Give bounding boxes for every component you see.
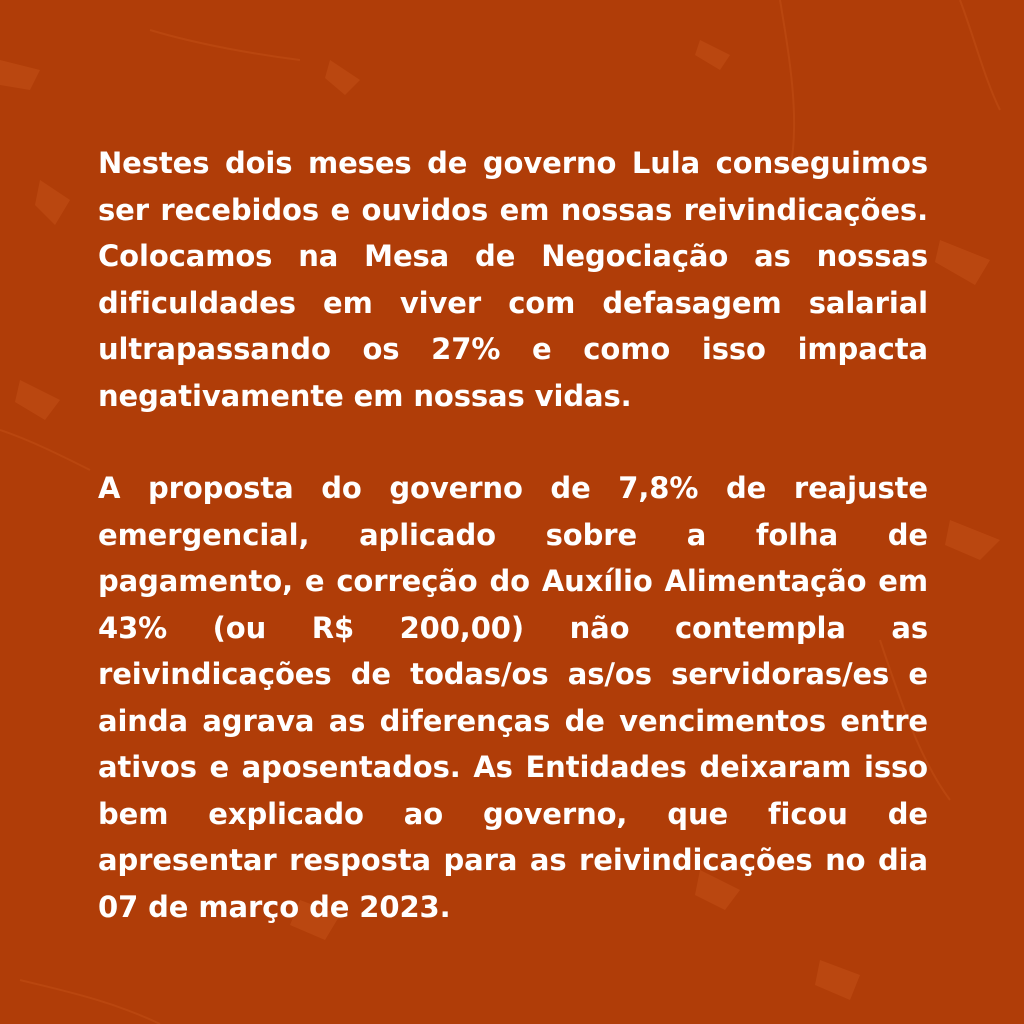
text-content (98, 140, 928, 930)
paragraph-proposal: A proposta do governo de 7,8% de reajuste emergencial, aplicado sobre a folha de pagamento, e correção do Auxílio Alimentação em 43% (ou R$ 200,00) não contempla as reivindicações de todas/os as/os servidoras/es e ainda agrava as diferenças de vencimentos entre ativos e aposentados. As Entidades deixaram isso bem explicado ao governo, que ficou de apresentar resposta para as reivindicações no dia 07 de março de 2023. (98, 471, 928, 924)
paragraph-negotiation: Nestes dois meses de governo Lula conseguimos ser recebidos e ouvidos em nossas reivindicações. Colocamos na Mesa de Negociação as nossas dificuldades em viver com defasagem salarial ultrapassando os 27% e como isso impacta negativamente em nossas vidas. (98, 146, 928, 413)
